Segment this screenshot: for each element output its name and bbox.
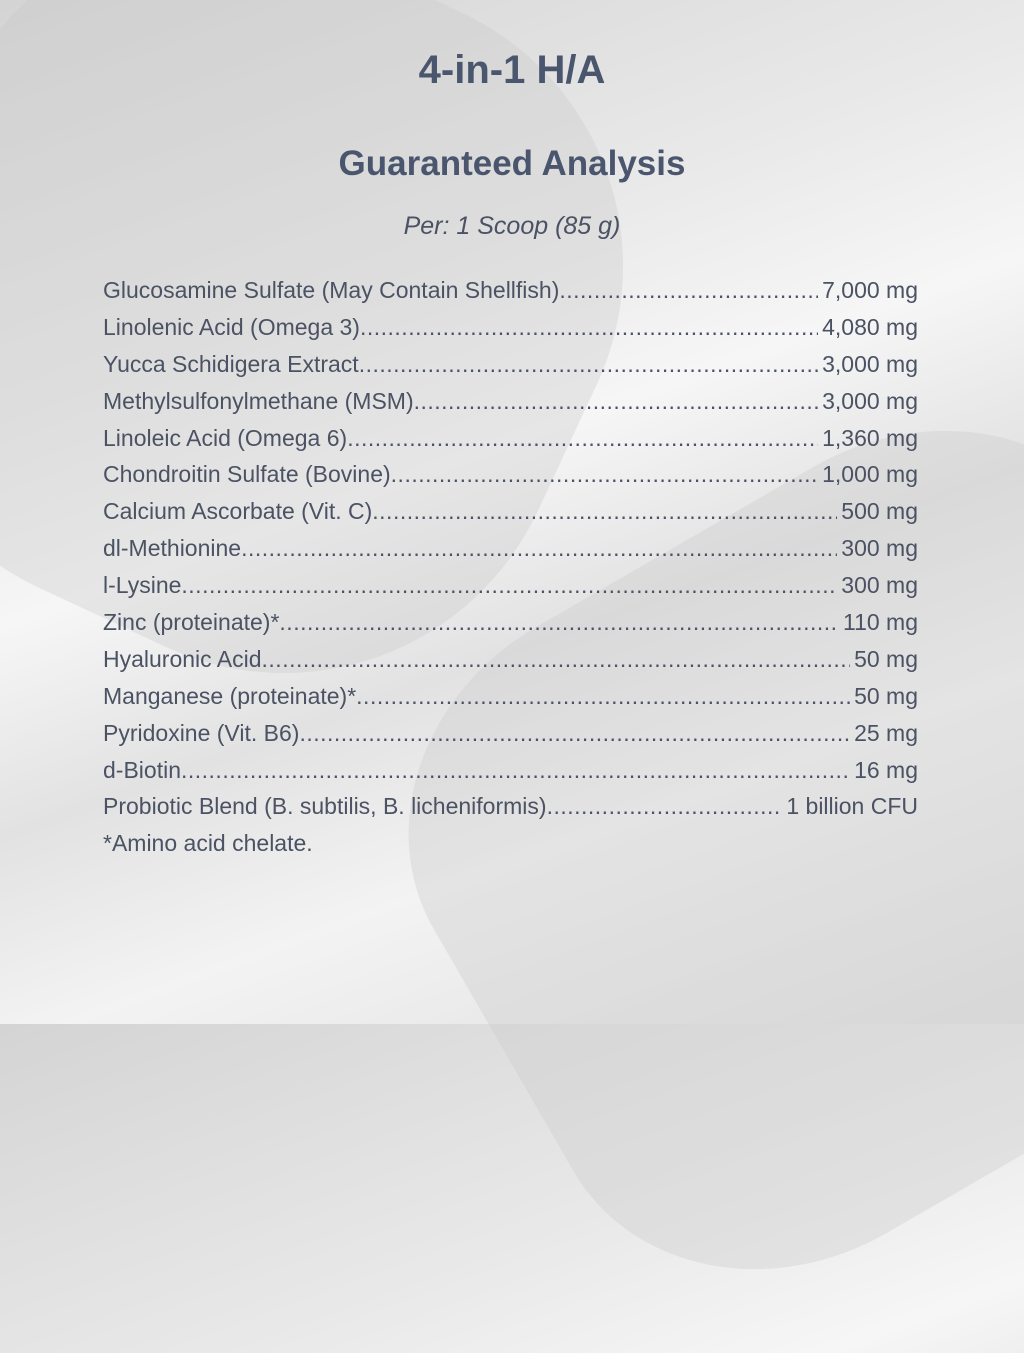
ingredient-amount: 500 mg <box>841 498 918 525</box>
ingredient-name: d-Biotin <box>103 756 181 783</box>
dot-leader <box>547 788 783 825</box>
serving-size: Per: 1 Scoop (85 g) <box>403 212 621 240</box>
ingredient-amount: 50 mg <box>854 682 918 709</box>
dot-leader <box>299 715 850 752</box>
ingredient-row <box>103 420 918 457</box>
dot-leader <box>347 420 818 457</box>
dot-leader <box>356 678 850 715</box>
dot-leader <box>241 530 837 567</box>
ingredient-name: Linolenic Acid (Omega 3) <box>103 313 360 340</box>
ingredient-name: dl-Methionine <box>103 535 242 562</box>
ingredient-name: Yucca Schidigera Extract <box>103 350 359 377</box>
ingredient-row <box>103 456 918 493</box>
ingredient-name: Chondroitin Sulfate (Bovine) <box>103 461 391 488</box>
ingredient-name: Pyridoxine (Vit. B6) <box>103 719 300 746</box>
ingredient-row <box>103 715 918 752</box>
ingredient-amount: 7,000 mg <box>822 277 918 303</box>
ingredient-amount: 50 mg <box>854 645 918 672</box>
ingredient-amount: 1 billion CFU <box>786 793 918 820</box>
ingredient-amount: 3,000 mg <box>822 387 918 414</box>
dot-leader <box>360 309 818 346</box>
dot-leader <box>262 641 851 678</box>
ingredient-name: Zinc (proteinate)* <box>103 609 280 636</box>
ingredient-list <box>103 272 918 862</box>
ingredient-row <box>103 752 918 789</box>
dot-leader <box>181 567 837 604</box>
ingredient-row <box>103 346 918 383</box>
dot-leader <box>391 456 818 493</box>
ingredient-row <box>103 383 918 420</box>
ingredient-row <box>103 272 918 309</box>
ingredient-amount: 16 mg <box>854 756 918 783</box>
ingredient-name: Hyaluronic Acid <box>103 645 262 672</box>
ingredient-amount: 4,080 mg <box>822 313 918 340</box>
ingredient-row <box>103 309 918 346</box>
dot-leader <box>414 383 818 420</box>
ingredient-amount: 3,000 mg <box>822 350 918 377</box>
ingredient-row <box>103 493 918 530</box>
ingredient-name: Glucosamine Sulfate (May Contain Shellfish) <box>103 277 560 303</box>
section-title: Guaranteed Analysis <box>338 144 686 183</box>
ingredient-name: Methylsulfonylmethane (MSM) <box>103 387 414 414</box>
ingredient-row <box>103 641 918 678</box>
dot-leader <box>359 346 818 383</box>
ingredient-amount: 1,000 mg <box>822 461 918 488</box>
footnote: *Amino acid chelate. <box>103 830 313 857</box>
ingredient-name: Linoleic Acid (Omega 6) <box>103 424 348 451</box>
ingredient-row <box>103 604 918 641</box>
ingredient-name: Manganese (proteinate)* <box>103 682 357 709</box>
ingredient-amount: 300 mg <box>841 572 918 599</box>
ingredient-row <box>103 678 918 715</box>
ingredient-amount: 25 mg <box>854 719 918 746</box>
product-title: 4-in-1 H/A <box>418 48 606 92</box>
dot-leader <box>372 493 837 530</box>
dot-leader <box>181 752 850 789</box>
ingredient-amount: 110 mg <box>842 609 918 636</box>
ingredient-amount: 300 mg <box>841 535 918 562</box>
ingredient-row <box>103 567 918 604</box>
ingredient-row <box>103 530 918 567</box>
dot-leader <box>279 604 839 641</box>
ingredient-name: l-Lysine <box>103 572 182 599</box>
ingredient-name: Calcium Ascorbate (Vit. C) <box>103 498 373 525</box>
ingredient-amount: 1,360 mg <box>822 424 918 451</box>
ingredient-name: Probiotic Blend (B. subtilis, B. licheniformis) <box>103 793 547 820</box>
dot-leader <box>559 272 818 309</box>
ingredient-row <box>103 788 918 825</box>
